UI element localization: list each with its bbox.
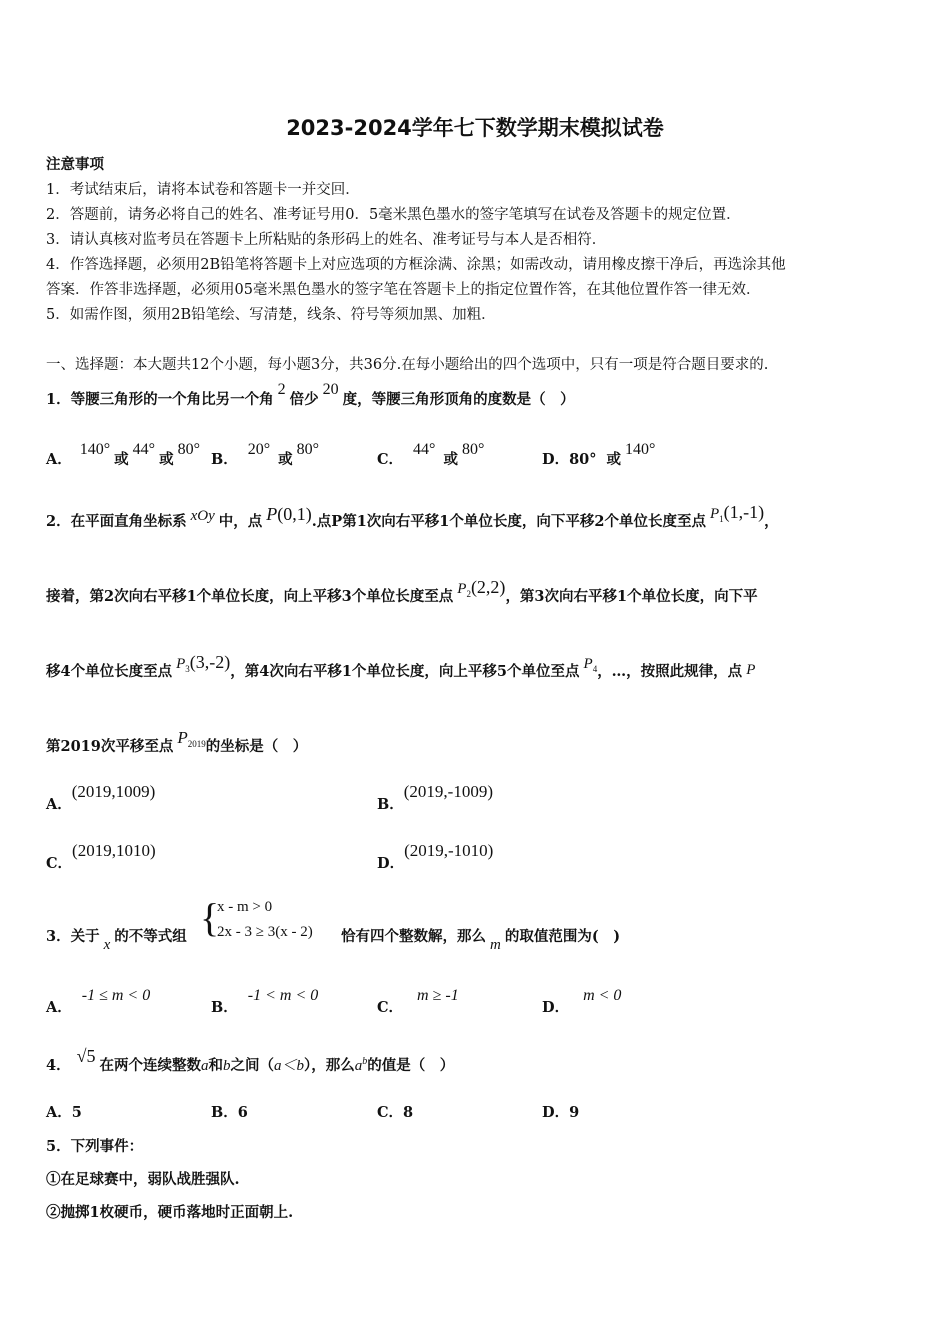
- question-5-event: ①在足球赛中，弱队战胜强队.: [46, 1171, 240, 1188]
- q3-inequality-2: 2x - 3 ≥ 3(x - 2): [217, 924, 313, 940]
- q1-math: 20: [322, 381, 339, 398]
- notice-item: 3．请认真核对监考员在答题卡上所粘贴的条形码上的姓名、准考证号与本人是否相符．: [46, 232, 607, 248]
- notice-item: 5．如需作图，须用2B铅笔绘、写清楚，线条、符号等须加黑、加粗．: [46, 307, 496, 323]
- q4-option-c[interactable]: C．8: [377, 1104, 414, 1121]
- question-3: 3．关于 x 的不等式组: [46, 928, 187, 953]
- q1-text: 度，等腰三角形顶角的度数是（ ）: [342, 391, 575, 408]
- q4-option-b[interactable]: B．6: [211, 1104, 248, 1121]
- question-3-tail: 恰有四个整数解，那么 m 的取值范围为( ): [341, 928, 621, 953]
- q2-option-b[interactable]: B．(2019,-1009): [377, 782, 493, 813]
- sqrt-icon: √5: [76, 1046, 96, 1066]
- question-1: [46, 381, 575, 409]
- notice-item: 2．答题前，请务必将自己的姓名、准考证号用0．5毫米黑色墨水的签字笔填写在试卷及答题卡的规定位置．: [46, 207, 741, 223]
- q1-option-b[interactable]: B．20°或80°: [211, 441, 320, 468]
- q2-option-c[interactable]: C．(2019,1010): [46, 841, 156, 872]
- q1-option-d[interactable]: D．80° 或140°: [542, 441, 656, 468]
- q1-math: 2: [277, 381, 286, 398]
- question-2-line-3: 移4个单位长度至点 $P^3(3,-2)$，第4次向右平移1个单位长度，向上平移5个单位至点 $P^4$，…，按照此规律，点 P: [46, 652, 756, 680]
- question-5-event: ②抛掷1枚硬币，硬币落地时正面朝上.: [46, 1204, 294, 1221]
- q1-text: 倍少: [289, 391, 319, 408]
- section-heading: 一、选择题：本大题共12个小题，每小题3分，共36分.在每小题给出的四个选项中，只有一项是符合题目要求的.: [46, 357, 769, 373]
- question-2-line-1: 2．在平面直角坐标系 xOy 中，点 P(0,1).点P第1次向右平移1个单位长度，向下平移2个单位长度至点 $P^1(1,-1)$，: [46, 502, 779, 530]
- q2-option-d[interactable]: D．(2019,-1010): [377, 841, 494, 872]
- q4-option-d[interactable]: D．9: [542, 1104, 580, 1121]
- q1-option-a[interactable]: A．140°或44°或80°: [46, 441, 200, 468]
- q3-option-d[interactable]: D．m < 0: [542, 987, 622, 1016]
- notice-item: 1．考试结束后，请将本试卷和答题卡一并交回．: [46, 182, 360, 198]
- notice-heading: 注意事项: [46, 156, 104, 173]
- question-5-stem: 5．下列事件：: [46, 1138, 144, 1155]
- q3-inequality-1: x - m > 0: [217, 899, 273, 915]
- q3-option-c[interactable]: C．m ≥ -1: [377, 987, 459, 1016]
- q4-option-a[interactable]: A．5: [46, 1104, 82, 1121]
- page-title: 2023-2024学年七下数学期末模拟试卷: [286, 116, 664, 140]
- notice-item: 4．作答选择题，必须用2B铅笔将答题卡上对应选项的方框涂满、涂黑；如需改动，请用橡皮擦干净后，再选涂其他: [46, 257, 786, 273]
- question-4: 4． √5 在两个连续整数a和b之间（a＜b），那么$a^b$的值是（ ）: [46, 1046, 455, 1074]
- question-2-line-2: 接着，第2次向右平移1个单位长度，向上平移3个单位长度至点 $P^2(2,2)$，第3次向右平移1个单位长度，向下平: [46, 577, 758, 605]
- q1-option-c[interactable]: C．44°或80°: [377, 441, 485, 468]
- q1-text: 1．等腰三角形的一个角比另一个角: [46, 391, 274, 408]
- brace-icon: {: [200, 895, 220, 940]
- q2-option-a[interactable]: A．(2019,1009): [46, 782, 156, 813]
- notice-item: 答案．作答非选择题，必须用05毫米黑色墨水的签字笔在答题卡上的指定位置作答，在其他位置作答一律无效．: [46, 282, 761, 298]
- q3-option-b[interactable]: B．-1 < m < 0: [211, 987, 319, 1016]
- q3-option-a[interactable]: A．-1 ≤ m < 0: [46, 987, 151, 1016]
- question-2-line-4: 第2019次平移至点 $P^{2019}$的坐标是（ ）: [46, 728, 308, 755]
